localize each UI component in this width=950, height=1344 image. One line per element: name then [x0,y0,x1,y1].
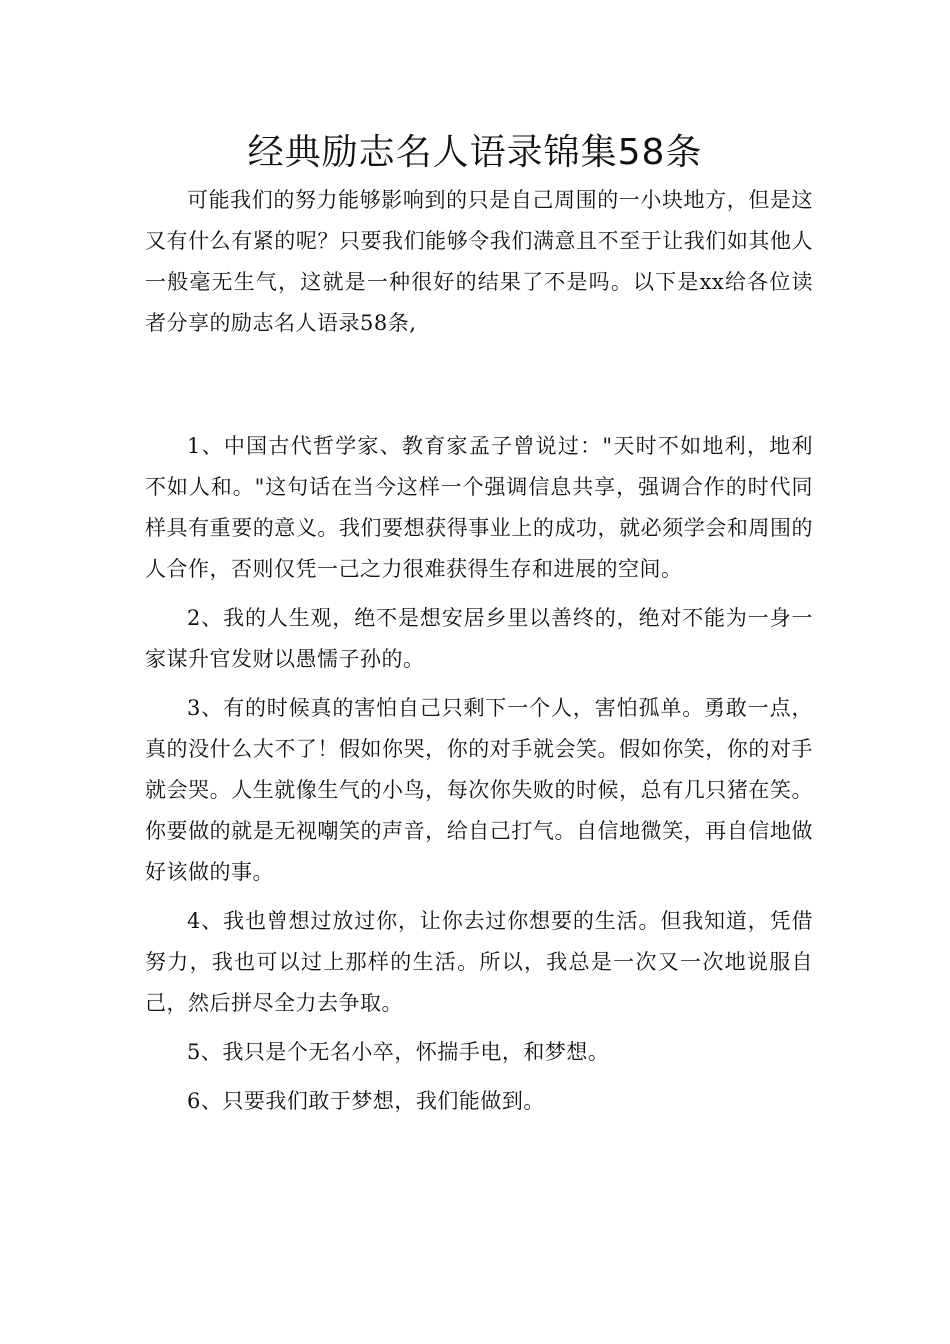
quote-paragraph-4: 4、我也曾想过放过你，让你去过你想要的生活。但我知道，凭借努力，我也可以过上那样的生活。所以，我总是一次又一次地说服自己，然后拼尽全力去争取。 [145,909,813,1015]
quote-paragraph-6: 6、只要我们敢于梦想，我们能做到。 [187,1089,545,1113]
document-body [145,180,813,1130]
quote-paragraph-5: 5、我只是个无名小卒，怀揣手电，和梦想。 [187,1040,610,1064]
quote-paragraph-3: 3、有的时候真的害怕自己只剩下一个人，害怕孤单。勇敢一点，真的没什么大不了！假如你哭，你的对手就会笑。假如你笑，你的对手就会哭。人生就像生气的小鸟，每次你失败的时候，总有几只猪在笑。你要做的就是无视嘲笑的声音，给自己打气。自信地微笑，再自信地做好该做的事。 [145,696,813,884]
quote-paragraph-1: 1、中国古代哲学家、教育家孟子曾说过："天时不如地利，地利不如人和。"这句话在当今这样一个强调信息共享，强调合作的时代同样具有重要的意义。我们要想获得事业上的成功，就必须学会和周围的人合作，否则仅凭一己之力很难获得生存和进展的空间。 [145,434,813,581]
paragraph-gap [145,344,813,426]
intro-paragraph: 可能我们的努力能够影响到的只是自己周围的一小块地方，但是这又有什么有紧的呢？只要我们能够令我们满意且不至于让我们如其他人一般毫无生气，这就是一种很好的结果了不是吗。以下是xx给各位读者分享的励志名人语录58条, [145,188,813,335]
quote-paragraph-2: 2、我的人生观，绝不是想安居乡里以善终的，绝对不能为一身一家谋升官发财以愚懦子孙的。 [145,606,813,671]
document-title: 经典励志名人语录锦集58条 [247,132,703,173]
